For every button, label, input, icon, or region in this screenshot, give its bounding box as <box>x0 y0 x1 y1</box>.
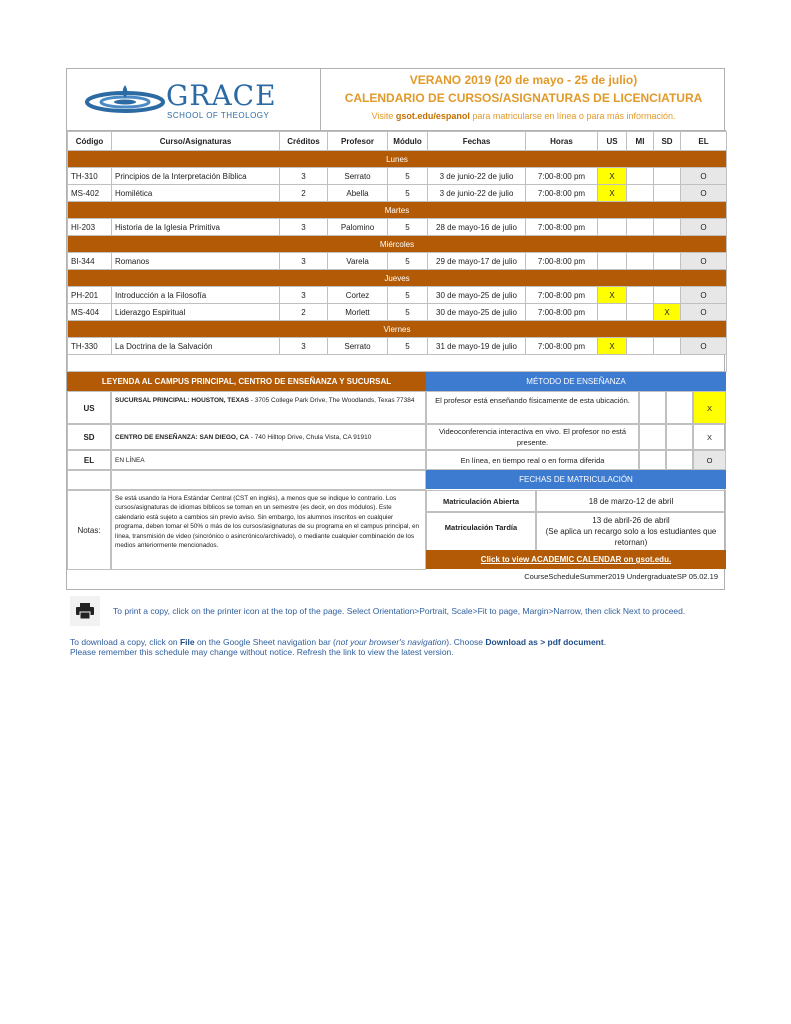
cell-course: La Doctrina de la Salvación <box>112 338 280 355</box>
cell-credits: 3 <box>280 253 328 270</box>
cell-prof: Cortez <box>328 287 388 304</box>
visit-post: para matricularse en línea o para más información. <box>469 111 676 121</box>
method-el-blank-2 <box>666 450 693 470</box>
cell-sd <box>654 338 681 355</box>
dl-mid2: ). Choose <box>446 637 486 647</box>
legend-us-address: - 3705 College Park Drive, The Woodlands, Texas 77384 <box>248 397 415 404</box>
method-title: MÉTODO DE ENSEÑANZA <box>426 372 726 391</box>
legend-us-bold: SUCURSAL PRINCIPAL: HOUSTON, TEXAS <box>115 397 249 404</box>
column-header: Código <box>68 132 112 151</box>
cell-prof: Morlett <box>328 304 388 321</box>
academic-calendar-link[interactable]: Click to view ACADEMIC CALENDAR on gsot.edu. <box>426 550 726 569</box>
site-link[interactable]: gsot.edu/espanol <box>395 111 470 121</box>
cell-hours: 7:00-8:00 pm <box>526 304 598 321</box>
visit-pre: Visite <box>371 111 396 121</box>
table-spacer <box>68 355 727 372</box>
cell-mi <box>627 168 654 185</box>
cell-us: X <box>598 287 627 304</box>
method-us-blank-1 <box>639 391 666 424</box>
print-instructions: To print a copy, click on the printer icon at the top of the page. Select Orientation>Portrait, Scale>Fit to page, Margin>Narrow, then click Next to proceed. <box>113 606 686 616</box>
late-dates: 13 de abril-26 de abril <box>592 516 670 525</box>
cell-credits: 3 <box>280 168 328 185</box>
legend-el-code: EL <box>67 450 111 470</box>
method-el-blank-1 <box>639 450 666 470</box>
dl-bold: Download as > pdf document <box>485 637 604 647</box>
day-header-row <box>68 151 727 168</box>
title-block <box>321 69 726 131</box>
cell-sd <box>654 287 681 304</box>
cell-mi <box>627 287 654 304</box>
method-el-desc: En línea, en tiempo real o en forma diferida <box>426 450 639 470</box>
method-sd-mark: X <box>693 424 726 450</box>
day-name: Miércoles <box>68 236 727 253</box>
legend-sd-address: - 740 Hilltop Drive, Chula Vista, CA 91910 <box>248 434 372 441</box>
day-header-row <box>68 202 727 219</box>
column-header: Módulo <box>388 132 428 151</box>
cell-el: O <box>681 219 727 236</box>
column-header: MI <box>627 132 654 151</box>
day-name: Lunes <box>68 151 727 168</box>
cell-hours: 7:00-8:00 pm <box>526 219 598 236</box>
day-name: Viernes <box>68 321 727 338</box>
legend-el-text: EN LÍNEA <box>111 450 426 470</box>
printer-icon <box>76 603 94 619</box>
day-header-row <box>68 270 727 287</box>
legend-us-text <box>111 391 426 424</box>
cell-el: O <box>681 253 727 270</box>
cell-code: BI-344 <box>68 253 112 270</box>
cell-module: 5 <box>388 253 428 270</box>
day-header-row <box>68 321 727 338</box>
cell-code: PH-201 <box>68 287 112 304</box>
cell-code: MS-402 <box>68 185 112 202</box>
cell-module: 5 <box>388 304 428 321</box>
late-enrollment-label: Matriculación Tardía <box>426 512 536 551</box>
method-us-desc: El profesor está enseñando físicamente de esta ubicación. <box>426 391 639 424</box>
table-row <box>68 219 727 236</box>
column-header: Curso/Asignaturas <box>112 132 280 151</box>
page-title: VERANO 2019 (20 de mayo - 25 de julio) <box>409 73 638 87</box>
cell-credits: 2 <box>280 185 328 202</box>
cell-credits: 3 <box>280 287 328 304</box>
column-header: Créditos <box>280 132 328 151</box>
day-name: Jueves <box>68 270 727 287</box>
cell-hours: 7:00-8:00 pm <box>526 168 598 185</box>
schedule-table <box>67 131 727 372</box>
cell-hours: 7:00-8:00 pm <box>526 253 598 270</box>
method-sd-blank-1 <box>639 424 666 450</box>
table-row <box>68 168 727 185</box>
page-subtitle: CALENDARIO DE CURSOS/ASIGNATURAS DE LICENCIATURA <box>344 91 703 105</box>
cell-course: Introducción a la Filosofía <box>112 287 280 304</box>
cell-dates: 3 de junio-22 de julio <box>428 185 526 202</box>
late-enrollment-dates <box>536 512 726 551</box>
cell-us <box>598 219 627 236</box>
column-header: Horas <box>526 132 598 151</box>
cell-module: 5 <box>388 185 428 202</box>
method-sd-desc: Videoconferencia interactiva en vivo. El profesor no está presente. <box>426 424 639 450</box>
cell-course: Homilética <box>112 185 280 202</box>
cell-prof: Serrato <box>328 338 388 355</box>
notes-text: Se está usando la Hora Estándar Central (CST en inglés), a menos que se indique lo contrario. Los cursos/asignaturas de idiomas bíblicos se toman en un semestre (es decir, en dos módulos). Este calendario está sujeto a cambios sin previo aviso. Sin embargo, los alumnos inscritos en cualquier programa, deben tomar el 50% o más de los cursos/asignaturas de su programa en el campus principal, en línea, transmisión de video (sincrónico o asincrónico/archivado), o mediante cualquier combinación de los medios anteriormente mencionados. <box>111 490 426 570</box>
cell-module: 5 <box>388 219 428 236</box>
logo-word: GRACE <box>166 79 277 112</box>
cell-el: O <box>681 287 727 304</box>
cell-code: TH-330 <box>68 338 112 355</box>
table-header-row <box>68 132 727 151</box>
blank-cell-2 <box>111 470 426 490</box>
cell-dates: 3 de junio-22 de julio <box>428 168 526 185</box>
column-header: US <box>598 132 627 151</box>
cell-code: MS-404 <box>68 304 112 321</box>
cell-course: Principios de la Interpretación Bíblica <box>112 168 280 185</box>
cell-us: X <box>598 185 627 202</box>
cell-course: Romanos <box>112 253 280 270</box>
cell-module: 5 <box>388 168 428 185</box>
cell-dates: 28 de mayo-16 de julio <box>428 219 526 236</box>
cell-prof: Varela <box>328 253 388 270</box>
cell-dates: 30 de mayo-25 de julio <box>428 304 526 321</box>
late-note: (Se aplica un recargo solo a los estudiantes que retornan) <box>545 527 717 547</box>
notes-label: Notas: <box>67 490 111 570</box>
spacer-cell <box>68 355 727 372</box>
cell-mi <box>627 338 654 355</box>
legend-sd-code: SD <box>67 424 111 450</box>
table-row <box>68 185 727 202</box>
cell-el: O <box>681 185 727 202</box>
method-el-mark: O <box>693 450 726 470</box>
dl-file: File <box>179 637 195 647</box>
cell-us <box>598 304 627 321</box>
dl-pre: To download a copy, click on <box>70 637 180 647</box>
enrollment-title: FECHAS DE MATRICULACIÓN <box>426 470 726 489</box>
column-header: Profesor <box>328 132 388 151</box>
cell-mi <box>627 185 654 202</box>
legend-sd-bold: CENTRO DE ENSEÑANZA: SAN DIEGO, CA <box>115 434 249 441</box>
logo-wave-icon <box>85 83 165 117</box>
legend-sd-text <box>111 424 426 450</box>
cell-course: Liderazgo Espiritual <box>112 304 280 321</box>
download-instructions <box>70 637 606 657</box>
column-header: Fechas <box>428 132 526 151</box>
day-header-row <box>68 236 727 253</box>
cell-sd: X <box>654 304 681 321</box>
cell-el: O <box>681 338 727 355</box>
cell-course: Historia de la Iglesia Primitiva <box>112 219 280 236</box>
cell-hours: 7:00-8:00 pm <box>526 287 598 304</box>
dl-end: . <box>603 637 607 647</box>
cell-hours: 7:00-8:00 pm <box>526 185 598 202</box>
cell-us: X <box>598 338 627 355</box>
method-us-blank-2 <box>666 391 693 424</box>
column-header: EL <box>681 132 727 151</box>
method-sd-blank-2 <box>666 424 693 450</box>
cell-module: 5 <box>388 338 428 355</box>
dl-italic: not your browser's navigation <box>335 637 447 647</box>
method-us-mark: X <box>693 391 726 424</box>
table-row <box>68 253 727 270</box>
cell-module: 5 <box>388 287 428 304</box>
cell-mi <box>627 253 654 270</box>
table-row <box>68 338 727 355</box>
cell-dates: 31 de mayo-19 de julio <box>428 338 526 355</box>
cell-mi <box>627 219 654 236</box>
footer-code: CourseScheduleSummer2019 UndergraduateSP 05.02.19 <box>524 572 718 581</box>
logo-subtitle: SCHOOL OF THEOLOGY <box>167 111 270 120</box>
cell-dates: 29 de mayo-17 de julio <box>428 253 526 270</box>
legend-title: LEYENDA AL CAMPUS PRINCIPAL, CENTRO DE ENSEÑANZA Y SUCURSAL <box>67 372 426 391</box>
open-enrollment-dates: 18 de marzo-12 de abril <box>536 490 726 512</box>
cell-sd <box>654 185 681 202</box>
cell-credits: 2 <box>280 304 328 321</box>
column-header: SD <box>654 132 681 151</box>
cell-us: X <box>598 168 627 185</box>
header <box>67 69 726 131</box>
cell-dates: 30 de mayo-25 de julio <box>428 287 526 304</box>
cell-el: O <box>681 304 727 321</box>
schedule-sheet <box>66 68 725 590</box>
cell-prof: Palomino <box>328 219 388 236</box>
logo <box>67 69 321 131</box>
cell-credits: 3 <box>280 219 328 236</box>
cell-prof: Serrato <box>328 168 388 185</box>
cell-credits: 3 <box>280 338 328 355</box>
download-line <box>70 637 606 647</box>
cell-sd <box>654 219 681 236</box>
cell-el: O <box>681 168 727 185</box>
cell-prof: Abella <box>328 185 388 202</box>
remember-line: Please remember this schedule may change without notice. Refresh the link to view the latest version. <box>70 647 454 657</box>
blank-cell-1 <box>67 470 111 490</box>
cell-sd <box>654 168 681 185</box>
cell-code: HI-203 <box>68 219 112 236</box>
open-enrollment-label: Matriculación Abierta <box>426 490 536 512</box>
dl-mid: on the Google Sheet navigation bar ( <box>194 637 336 647</box>
printer-button[interactable] <box>70 596 100 626</box>
legend-us-code: US <box>67 391 111 424</box>
table-row <box>68 304 727 321</box>
cell-code: TH-310 <box>68 168 112 185</box>
cell-hours: 7:00-8:00 pm <box>526 338 598 355</box>
table-row <box>68 287 727 304</box>
cell-us <box>598 253 627 270</box>
cell-sd <box>654 253 681 270</box>
cell-mi <box>627 304 654 321</box>
visit-line <box>321 111 726 121</box>
day-name: Martes <box>68 202 727 219</box>
